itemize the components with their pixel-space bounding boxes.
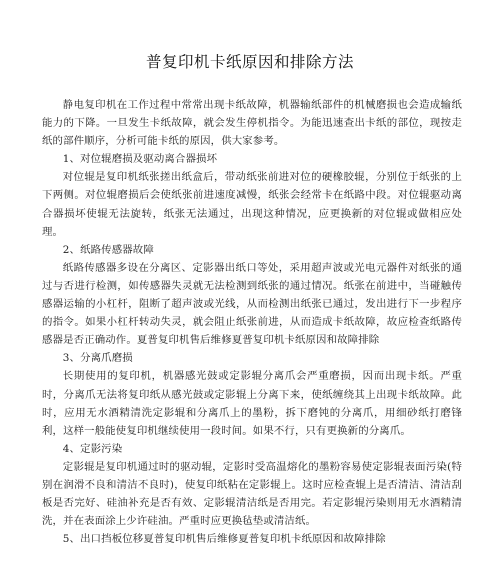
section-3-heading: 3、分离爪磨损 [62, 352, 133, 365]
section-1-heading: 1、对位辊磨损及驱动离合器损坏 [62, 153, 218, 166]
section-2-paragraph: 纸路传感器多设在分离区、定影器出纸口等处，采用超声波或光电元器件对纸张的通过与否进行检测，如传感器失灵就无法检测到纸张的通过情况。纸张在前进中，当碰触传感器运输的小杠杆，阻断了超声波或光线，从而检测出纸张已通过，发出进行下一步程序的指令。如果小杠杆转动失灵，就会阻止纸张前进，从而造成卡纸故障，故应检查纸路传感器是否正确动作。夏普复印机售后维修夏普复印机卡纸原因和故障排除 [42, 261, 462, 347]
section-1-paragraph: 对位辊是复印机纸张搓出纸盒后，带动纸张前进对位的硬橡胶辊，分别位于纸张的上下两侧。对位辊磨损后会使纸张前进速度减慢，纸张会经常卡在纸路中段。对位辊驱动离合器损坏使辊无法旋转，纸张无法通过，出现这种情况，应更换新的对位辊或做相应处理。 [42, 171, 462, 238]
document-body [42, 96, 462, 548]
intro-paragraph: 静电复印机在工作过程中常常出现卡纸故障，机器输纸部件的机械磨损也会造成输纸能力的下降。一旦发生卡纸故障，就会发生停机指令。为能迅速查出卡纸的部位，现按走纸的部件顺序，分析可能卡纸的原因，供大家参考。 [42, 99, 462, 148]
section-4-paragraph: 定影辊是复印机通过时的驱动辊，定影时受高温熔化的墨粉容易使定影辊表面污染(特别在润滑不良和清洁不良时)，使复印纸粘在定影辊上。这时应检查辊上是否清洁、清洁刮板是否完好、硅油补充是否有效、定影辊清洁纸是否用完。若定影辊污染则用无水酒精清洗，并在表面涂上少许硅油。严重时应更换毡垫或清洁纸。 [42, 460, 462, 528]
section-4-heading: 4、定影污染 [62, 442, 123, 455]
section-2-heading: 2、纸路传感器故障 [62, 243, 154, 256]
section-5-heading: 5、出口挡板位移夏普复印机售后维修夏普复印机卡纸原因和故障排除 [62, 533, 386, 546]
section-3-paragraph: 长期使用的复印机，机器感光鼓或定影辊分离爪会严重磨损，因而出现卡纸。严重时，分离爪无法将复印纸从感光鼓或定影辊上分离下来，使纸缠绕其上出现卡纸故障。此时，应用无水酒精清洗定影辊和分离爪上的墨粉，拆下磨钝的分离爪，用细砂纸打磨锋利，这样一般能使复印机继续使用一段时间。如果不行，只有更换新的分离爪。 [42, 370, 462, 437]
document-title: 普复印机卡纸原因和排除方法 [145, 53, 354, 71]
